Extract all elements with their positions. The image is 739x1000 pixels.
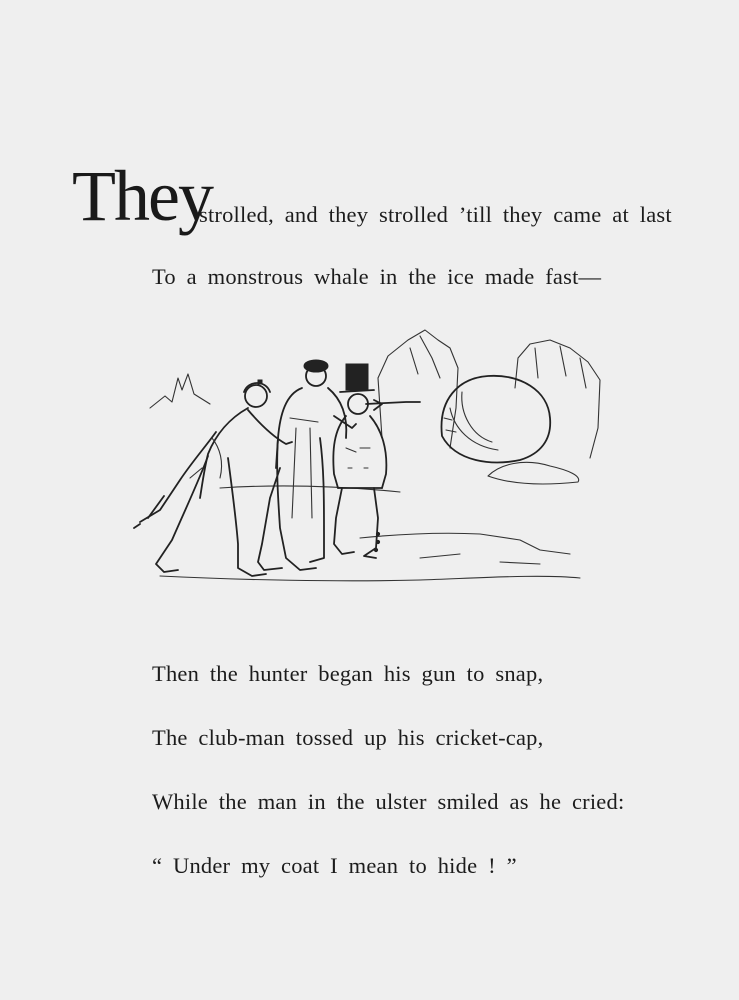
verse-line-1: strolled, and they strolled ’till they came at last xyxy=(199,202,672,227)
display-initial-word: They xyxy=(72,156,212,236)
verse-line-2: To a monstrous whale in the ice made fast— xyxy=(152,264,602,289)
verse-line-5: While the man in the ulster smiled as he cried: xyxy=(152,789,625,814)
illustration-three-men-and-whale xyxy=(120,318,620,598)
verse-line-6: “ Under my coat I mean to hide ! ” xyxy=(152,853,517,878)
verse-line-4: The club-man tossed up his cricket-cap, xyxy=(152,725,544,750)
verse-line-3: Then the hunter began his gun to snap, xyxy=(152,661,544,686)
